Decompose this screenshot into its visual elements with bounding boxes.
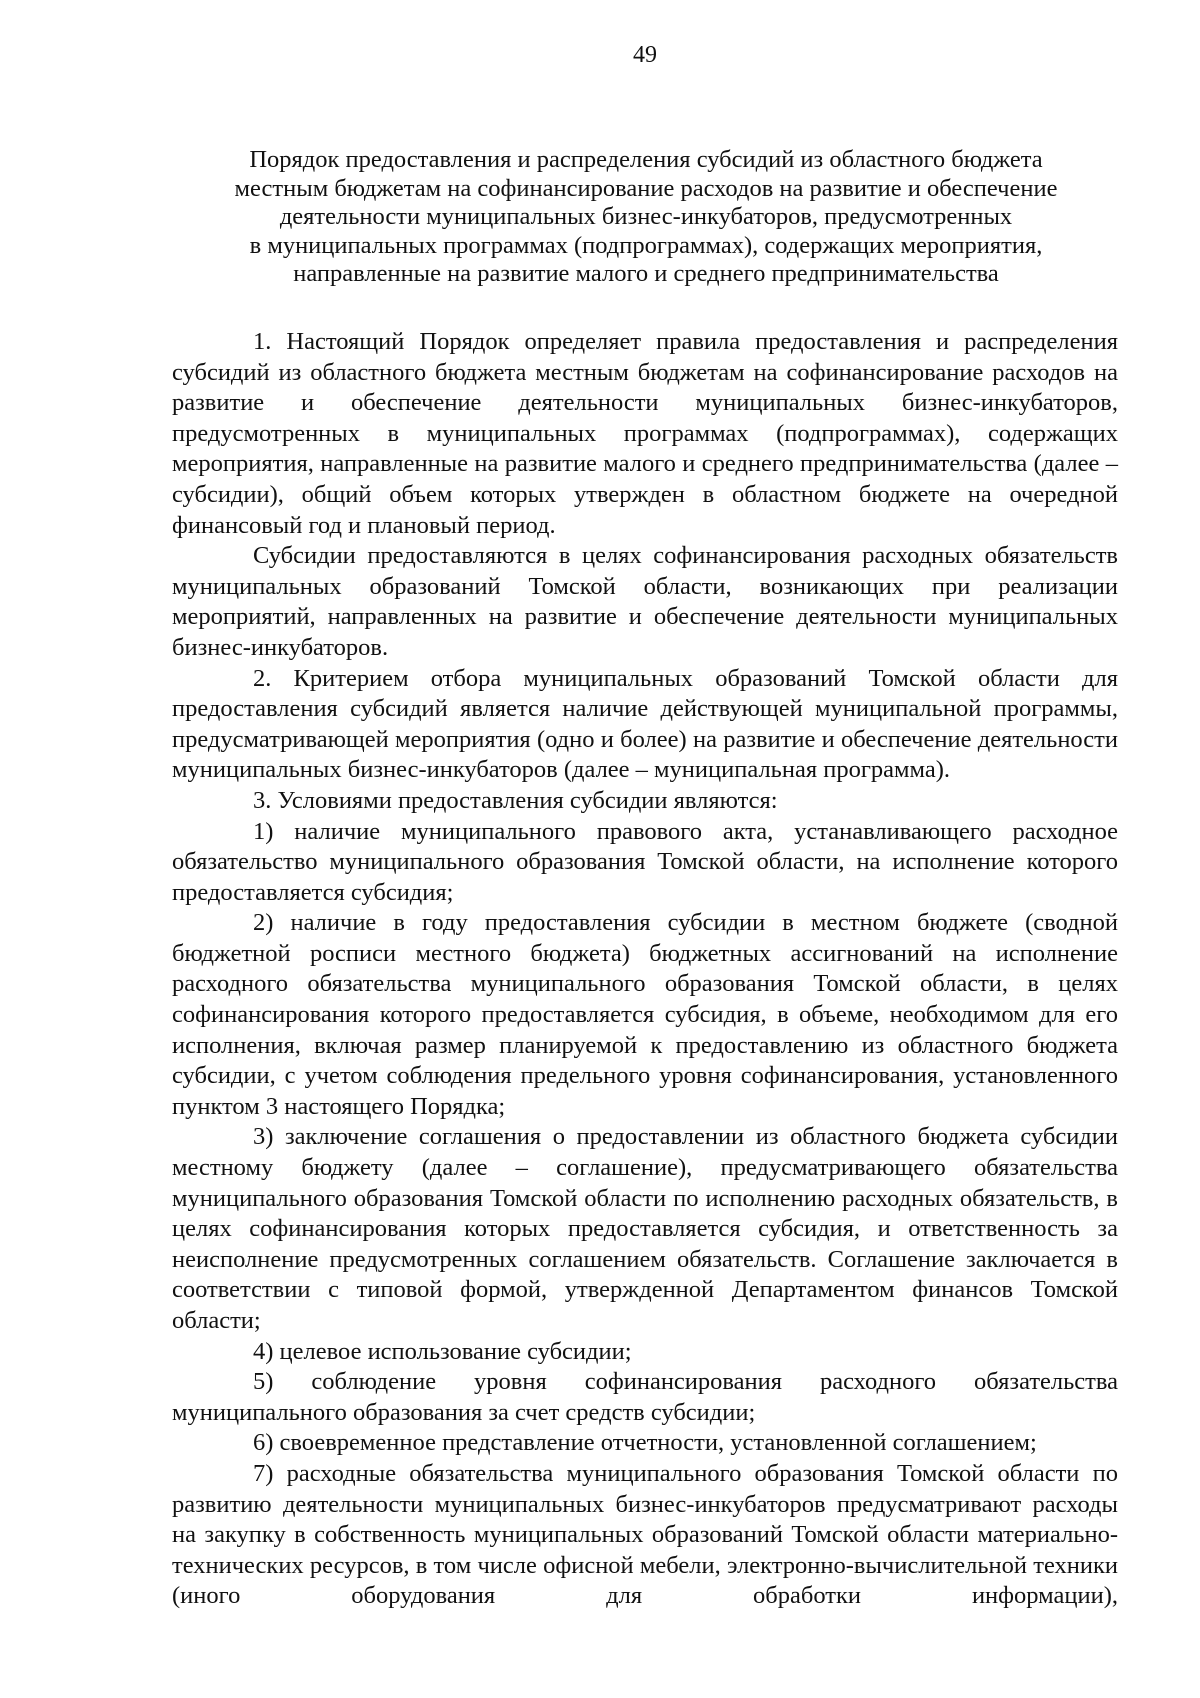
condition-4: 4) целевое использование субсидии; [253,1337,632,1365]
paragraph-3: 3. Условиями предоставления субсидии являются: [253,786,778,814]
document-body [172,327,1118,1612]
condition-3: 3) заключение соглашения о предоставлении из областного бюджета субсидии местному бюджету (далее – соглашение), предусматривающего обязательства муниципального образования Томской области по исполнению расходных обязательств, в целях софинансирования которых предоставляется субсидия, и ответственность за неисполнение предусмотренных соглашением обязательств. Соглашение заключается в соответствии с типовой формой, утвержденной Департаментом финансов Томской области; [172,1123,1118,1334]
title-line: Порядок предоставления и распределения субсидий из областного бюджета [249,146,1043,173]
paragraph-subsidies-purpose: Субсидии предоставляются в целях софинансирования расходных обязательств муниципальных образований Томской области, возникающих при реализации мероприятий, направленных на развитие и обеспечение деятельности муниципальных бизнес-инкубаторов. [172,542,1118,661]
document-title [160,146,1132,289]
title-line: деятельности муниципальных бизнес-инкубаторов, предусмотренных [279,203,1013,231]
condition-2: 2) наличие в году предоставления субсидии в местном бюджете (сводной бюджетной росписи местного бюджета) бюджетных ассигнований на исполнение расходного обязательства муниципального образования Томской области, в целях софинансирования которого предоставляется субсидия, в объеме, необходимом для его исполнения, включая размер планируемой к предоставлению из областного бюджета субсидии, с учетом соблюдения предельного уровня софинансирования, установленного пунктом 3 настоящего Порядка; [172,909,1118,1120]
condition-6: 6) своевременное представление отчетности, установленной соглашением; [253,1429,1037,1457]
title-line: направленные на развитие малого и среднего предпринимательства [293,260,999,288]
title-line: в муниципальных программах (подпрограммах), содержащих мероприятия, [249,231,1043,259]
condition-5: 5) соблюдение уровня софинансирования расходного обязательства муниципального образования за счет средств субсидии; [172,1368,1118,1426]
title-line: местным бюджетам на софинансирование расходов на развитие и обеспечение [234,174,1058,202]
condition-7: 7) расходные обязательства муниципального образования Томской области по развитию деятельности муниципальных бизнес-инкубаторов предусматривают расходы на закупку в собственность муниципальных образований Томской области материально-технических ресурсов, в том числе офисной мебели, электронно-вычислительной техники (иного оборудования для обработки информации), [172,1459,1118,1610]
paragraph-2: 2. Критерием отбора муниципальных образований Томской области для предоставления субсидий является наличие действующей муниципальной программы, предусматривающей мероприятия (одно и более) на развитие и обеспечение деятельности муниципальных бизнес-инкубаторов (далее – муниципальная программа). [172,664,1118,784]
page-number: 49 [633,42,657,68]
condition-1: 1) наличие муниципального правового акта, устанавливающего расходное обязательство муниципального образования Томской области, на исполнение которого предоставляется субсидия; [172,817,1118,906]
paragraph-1: 1. Настоящий Порядок определяет правила предоставления и распределения субсидий из областного бюджета местным бюджетам на софинансирование расходов на развитие и обеспечение деятельности муниципальных бизнес-инкубаторов, предусмотренных в муниципальных программах (подпрограммах), содержащих мероприятия, направленные на развитие малого и среднего предпринимательства (далее – субсидии), общий объем которых утвержден в областном бюджете на очередной финансовый год и плановый период. [172,328,1118,539]
